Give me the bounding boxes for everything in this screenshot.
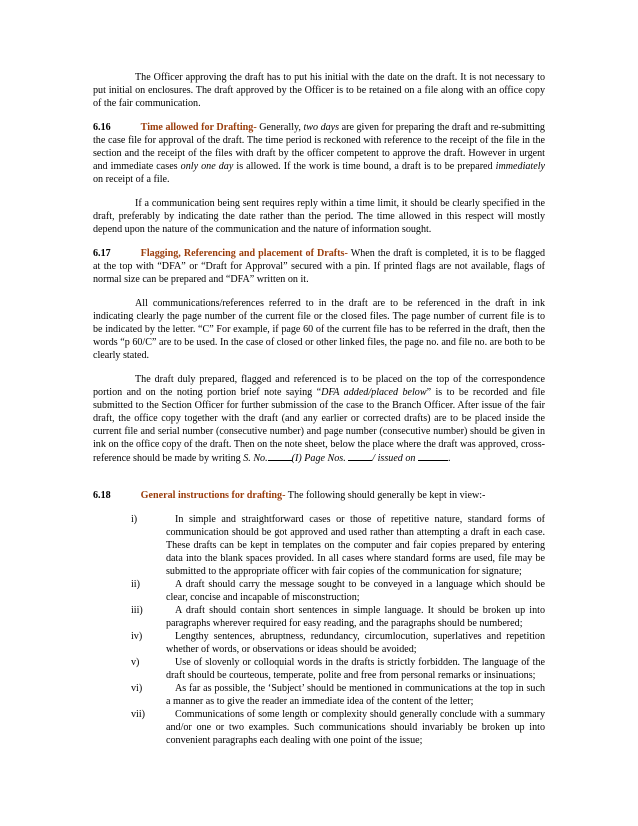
item-number: vii) [131,709,146,720]
item-number: i) [131,514,138,525]
section-number: 6.18 [93,490,111,501]
blank-line [268,451,292,461]
item-text: A draft should carry the message sought to be conveyed in a language which should be clear, concise and incapable of misconstruction; [166,579,545,603]
text-run: Generally, [256,122,304,133]
list-item [93,513,545,578]
list-item [93,630,545,656]
blank-line [418,451,448,461]
text-run: When the draft is completed, it is to be flagged at the top with “DFA” or “Draft for Approval” secured with a pin. If printed flags are not available, flags of normal size can be prepared and “DFA” written on it. [93,248,545,285]
paragraph-referencing: All communications/references referred to in the draft are to be referenced in the draft in ink indicating clearly the page number of the current file or the closed files. The page number of current file is to be indicated by the letter. “C” For example, if page 60 of the current file has to be referred in the draft, then the words “p 60/C” are to be used. In the case of closed or other linked files, the page no. and file no. are both to be clearly stated. [93,298,545,361]
item-text: Communications of some length or complexity should generally conclude with a summary and/or one or two examples. Such communications should invariably be broken up into convenient paragraphs each dealing with one point of the issue; [166,709,545,746]
section-heading: General instructions for drafting- [140,490,286,501]
text-run: on receipt of a file. [93,174,170,185]
item-number: v) [131,657,140,668]
text-run: are given for preparing the draft and re-submitting the case file for approval of the draft. The time period is reckoned with reference to the receipt of the file in the section and the receipt of the files with draft by the officer competent to approve the draft. However in urgent and immediate cases [93,122,545,172]
item-text: A draft should contain short sentences in simple language. It should be broken up into paragraphs wherever required for easy reading, and the paragraphs should be numbered; [166,605,545,629]
item-number: iv) [131,631,143,642]
emphasis: two days [303,122,340,133]
section-6-17 [93,247,545,286]
drafting-instructions-list [93,513,545,747]
section-heading: Flagging, Referencing and placement of Drafts- [140,248,348,259]
item-number: iii) [131,605,143,616]
item-text: As far as possible, the ‘Subject’ should be mentioned in communications at the top in such a manner as to give the reader an immediate idea of the content of the letter; [166,683,545,707]
emphasis: only one day [180,161,234,172]
section-heading: Time allowed for Drafting- [140,122,257,133]
paragraph-approval: The Officer approving the draft has to put his initial with the date on the draft. It is not necessary to put initial on enclosures. The draft approved by the Officer is to be retained on a file along with an office copy of the fair communication. [93,72,545,109]
list-item [93,656,545,682]
emphasis: (I) Page Nos. [291,453,346,464]
section-6-16 [93,121,545,186]
item-number: ii) [131,579,140,590]
emphasis: / issued on [372,453,416,464]
blank-line [348,451,372,461]
section-number: 6.16 [93,122,111,133]
text-run: ” is to be recorded and file submitted to the Section Officer for further submission of the case to the Branch Officer. After issue of the fair draft, the office copy together with the draft (and any earlier or corrected drafts) are to be placed inside the current file and serial number (consecutive number) and page number (consecutive number) should be given in ink on the office copy of the draft. Then on the note sheet, below the place where the draft was approved, cross-reference should be made by writing [93,387,546,464]
list-item [93,604,545,630]
section-number: 6.17 [93,248,111,259]
item-text: Use of slovenly or colloquial words in the drafts is strictly forbidden. The language of the draft should be courteous, temperate, polite and free from personal remarks or insinuations; [166,657,545,681]
list-item [93,682,545,708]
document-page [93,71,545,747]
item-number: vi) [131,683,143,694]
text-run: . [448,453,451,464]
emphasis: immediately [495,161,545,172]
paragraph-placement [93,373,545,465]
list-item [93,708,545,747]
text-run: is allowed. If the work is time bound, a draft is to be prepared [233,161,496,172]
text-run: The draft duly prepared, flagged and referenced is to be placed on the top of the correspondence portion and on the noting portion brief note saying “ [93,374,545,398]
list-item [93,578,545,604]
emphasis: S. No. [243,453,268,464]
item-text: In simple and straightforward cases or those of repetitive nature, standard forms of communication should be got approved and used rather than attempting a draft in each case. These drafts can be kept in templates on the computer and fair copies prepared by entering data into the blank spaces provided. In all cases where standard forms are used, file may be submitted to the appropriate officer with fair copies of the communication for signature; [166,514,545,577]
text-run: The following should generally be kept in view:- [285,490,486,501]
item-text: Lengthy sentences, abruptness, redundancy, circumlocution, superlatives and repetition whether of words, or observations or ideas should be avoided; [166,631,545,655]
paragraph-time-limit: If a communication being sent requires reply within a time limit, it should be clearly specified in the draft, preferably by indicating the date rather than the period. The time allowed in this respect will mostly depend upon the nature of the communication and the nature of information sought. [93,198,545,235]
emphasis: DFA added/placed below [321,387,427,398]
section-6-18 [93,489,545,502]
